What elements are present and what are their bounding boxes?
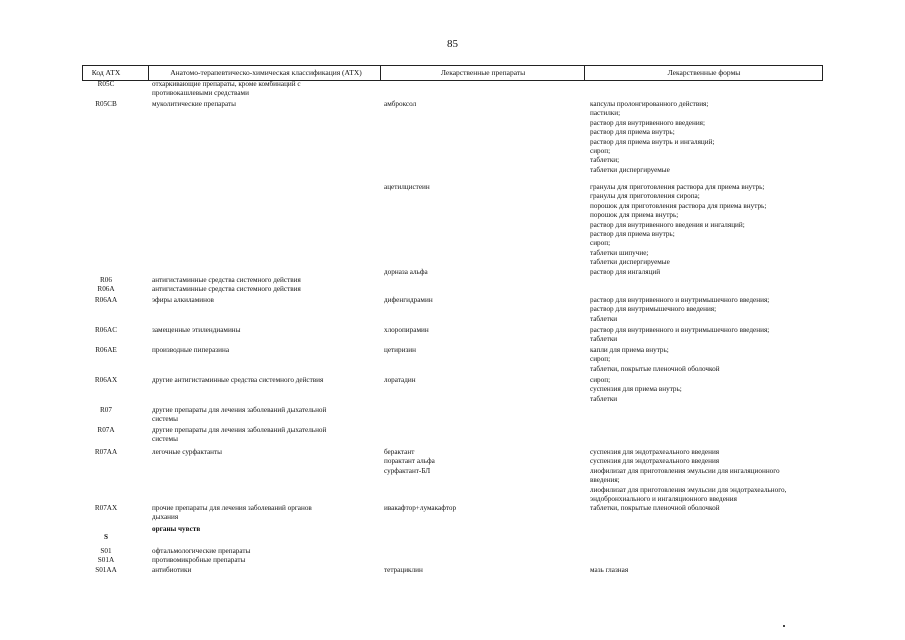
header-code: Код АТХ: [91, 68, 121, 77]
dosage-form: порошок для приготовления раствора для приема внутрь;: [590, 201, 767, 210]
atc-code: S01A: [97, 556, 115, 564]
header-forms: Лекарственные формы: [667, 68, 741, 77]
drug-name: дифенгидрамин: [384, 296, 433, 304]
header-divider: [822, 66, 823, 80]
dosage-form: таблетки: [590, 394, 618, 403]
atc-name: антибиотики: [152, 566, 192, 574]
dosage-form: порошок для приема внутрь;: [590, 211, 679, 220]
dosage-form: гранулы для приготовления раствора для приема внутрь;: [590, 183, 765, 191]
atc-name: антигистаминные средства системного действия: [152, 276, 301, 284]
dosage-form: введения;: [590, 476, 620, 485]
dosage-form: таблетки диспергируемые: [590, 258, 670, 267]
atc-code: R06AC: [95, 326, 117, 334]
atc-code: S: [104, 533, 108, 541]
dosage-form: сироп;: [590, 239, 611, 248]
atc-code: R05C: [97, 80, 115, 88]
dosage-form: раствор для приема внутрь;: [590, 128, 675, 137]
dosage-form: таблетки диспергируемые: [590, 165, 670, 174]
drug-name: ивакафтор+лумакафтор: [384, 504, 457, 512]
atc-code: R07A: [97, 426, 115, 434]
dosage-form: раствор для приема внутрь и ингаляций;: [590, 137, 715, 146]
drug-name: порактант альфа: [384, 457, 435, 466]
table-header: [82, 66, 823, 81]
atc-name: другие препараты для лечения заболеваний дыхательной: [152, 426, 327, 434]
atc-name: отхаркивающие препараты, кроме комбинаций с: [152, 80, 301, 88]
atc-name: системы: [152, 435, 178, 444]
dosage-form: раствор для внутривенного и внутримышечного введения;: [590, 326, 770, 334]
atc-code: R07AX: [94, 504, 118, 512]
drug-name: амброксол: [384, 100, 417, 108]
dosage-form: сироп;: [590, 376, 611, 384]
header-divider: [584, 66, 585, 80]
dosage-form: капли для приема внутрь;: [590, 346, 669, 354]
atc-code: R05CB: [95, 100, 117, 108]
page-number: 85: [447, 38, 458, 50]
atc-code: R07AA: [94, 448, 118, 456]
dosage-form: раствор для внутривенного введения и ингаляций;: [590, 220, 745, 229]
atc-name: органы чувств: [152, 525, 201, 533]
dosage-form: таблетки, покрытые пленочной оболочкой: [590, 364, 720, 373]
dosage-form: мазь глазная: [590, 566, 629, 574]
dosage-form: таблетки;: [590, 156, 620, 165]
dosage-form: лиофилизат для приготовления эмульсии для эндотрахеального,: [590, 485, 787, 494]
header-name: Анатомо-терапевтическо-химическая классификация (АТХ): [170, 68, 362, 77]
drug-name: тетрациклин: [384, 566, 423, 574]
dosage-form: суспензия для эндотрахеального введения: [590, 448, 720, 456]
atc-name: антигистаминные средства системного действия: [152, 285, 301, 293]
scan-speck: [783, 625, 785, 627]
dosage-form: пастилки;: [590, 109, 621, 118]
atc-code: R06A: [97, 285, 115, 293]
dosage-form: таблетки: [590, 335, 618, 344]
dosage-form: сироп;: [590, 147, 611, 155]
atc-code: R07: [100, 406, 112, 414]
header-divider: [380, 66, 381, 80]
header-divider: [82, 66, 83, 80]
dosage-form: раствор для внутривенного введения;: [590, 118, 705, 127]
dosage-form: суспензия для приема внутрь;: [590, 385, 682, 394]
header-drugs: Лекарственные препараты: [440, 68, 526, 77]
dosage-form: таблетки шипучие;: [590, 248, 649, 257]
atc-name: замещенные этилендиамины: [152, 326, 241, 334]
dosage-form: гранулы для приготовления сиропа;: [590, 192, 700, 201]
atc-name: прочие препараты для лечения заболеваний органов: [152, 504, 312, 512]
dosage-form: таблетки: [590, 314, 618, 323]
atc-code: R06AA: [94, 296, 118, 304]
atc-name: муколитические препараты: [152, 100, 236, 108]
atc-name: эфиры алкиламинов: [152, 296, 214, 304]
atc-code: R06AX: [94, 376, 118, 384]
atc-name: противокашлевыми средствами: [152, 89, 249, 98]
dosage-form: раствор для внутримышечного введения;: [590, 305, 717, 314]
atc-name: офтальмологические препараты: [152, 547, 251, 555]
dosage-form: раствор для ингаляций: [590, 268, 661, 276]
dosage-form: сироп;: [590, 355, 611, 364]
drug-name: хлоропирамин: [384, 326, 429, 334]
atc-name: легочные сурфактанты: [152, 448, 222, 456]
dosage-form: капсулы пролонгированного действия;: [590, 100, 709, 108]
header-divider: [148, 66, 149, 80]
drug-name: берактант: [384, 448, 415, 456]
atc-code: S01AA: [95, 566, 117, 574]
atc-name: другие препараты для лечения заболеваний дыхательной: [152, 406, 327, 414]
dosage-form: лиофилизат для приготовления эмульсии для ингаляционного: [590, 466, 780, 475]
drug-name: сурфактант-БЛ: [384, 466, 431, 475]
atc-name: дыхания: [152, 513, 179, 522]
drug-name: лоратадин: [384, 376, 416, 384]
atc-name: противомикробные препараты: [152, 556, 246, 564]
atc-code: R06AE: [95, 346, 117, 354]
atc-code: R06: [100, 276, 112, 284]
atc-code: S01: [100, 547, 112, 555]
dosage-form: раствор для внутривенного и внутримышечного введения;: [590, 296, 770, 304]
dosage-form: таблетки, покрытые пленочной оболочкой: [590, 504, 720, 512]
atc-name: системы: [152, 415, 178, 424]
dosage-form: раствор для приема внутрь;: [590, 230, 675, 238]
dosage-form: суспензия для эндотрахеального введения: [590, 457, 720, 466]
drug-name: дорназа альфа: [384, 268, 428, 276]
drug-name: ацетилцистеин: [384, 183, 430, 191]
drug-name: цетиризин: [384, 346, 416, 354]
dosage-form: эндобронхиального и ингаляционного введения: [590, 495, 737, 503]
atc-name: другие антигистаминные средства системного действия: [152, 376, 324, 384]
atc-name: производные пиперазина: [152, 346, 230, 354]
